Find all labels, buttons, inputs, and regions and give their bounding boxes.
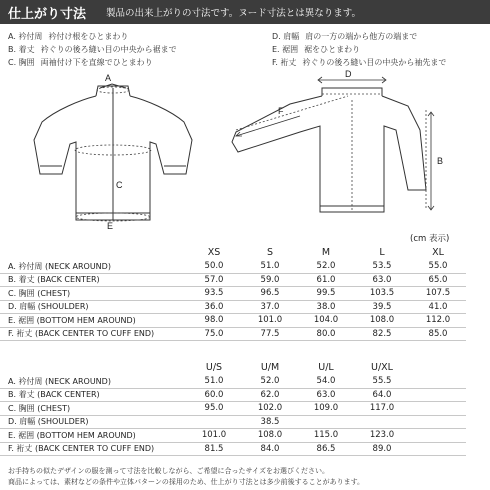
diagram-label-e: E [107,221,114,230]
size-header: U/M [260,362,280,374]
back-measure-lines [236,94,426,210]
size-header: L [379,247,385,259]
table-row: D. 肩幅 (SHOULDER) 38.5 [0,415,466,429]
size-header: M [321,247,331,259]
table-row: D. 肩幅 (SHOULDER) 36.0 37.0 38.0 39.5 41.0 [0,300,466,314]
definition-d: D. 肩幅 肩の一方の端から他方の端まで [272,32,418,41]
size-header-row [0,246,466,260]
definition-b: B. 着丈 衿ぐりの後ろ縫い目の中央から裾まで [8,45,177,54]
size-header: XS [207,247,221,259]
definitions-right [272,30,446,69]
header-bar [0,0,490,24]
table-row: E. 裾囲 (BOTTOM HEM AROUND) 98.0 101.0 104.0 108.0 112.0 [0,314,466,328]
definition-a: A. 衿付周 衿付け根をひとまわり [8,32,129,41]
size-header: XL [432,247,444,259]
front-garment-outline [34,84,192,220]
table-row: C. 胸囲 (CHEST) 95.0 102.0 109.0 117.0 [0,402,466,416]
size-header: U/S [205,362,223,374]
table-row: B. 着丈 (BACK CENTER) 60.0 62.0 63.0 64.0 [0,388,466,402]
size-table-2 [0,361,466,456]
table-row: A. 衿付周 (NECK AROUND) 50.0 51.0 52.0 53.5 55.0 [0,260,466,274]
size-header: U/XL [371,362,393,374]
diagram-label-d: D [345,70,352,79]
diagram-label-f: F [278,106,284,116]
size-header [410,361,466,375]
diagram-label-b: B [437,156,444,166]
size-table-1 [0,246,466,341]
definition-e: E. 裾囲 裾をひとまわり [272,45,361,54]
back-garment-outline [232,88,426,212]
unit-note: (cm 表示) [410,234,450,244]
page-title: 仕上がり寸法 [8,6,87,22]
table-row: E. 裾囲 (BOTTOM HEM AROUND) 101.0 108.0 115.0 123.0 [0,429,466,443]
footer-note: 商品によっては、素材などの条件や立体パターンの採用のため、仕上がり寸法とは多少前後することがあります。 [8,478,365,486]
diagram-label-a: A [105,73,112,83]
table-row: A. 衿付周 (NECK AROUND) 51.0 52.0 54.0 55.5 [0,375,466,389]
definition-f: F. 裄丈 衿ぐりの後ろ縫い目の中央から袖先まで [272,58,447,67]
definitions-left [8,30,177,69]
table-row: F. 裄丈 (BACK CENTER TO CUFF END) 81.5 84.0 86.5 89.0 [0,442,466,456]
page-subtitle: 製品の出来上がりの寸法です。ヌード寸法とは異なります。 [106,8,361,19]
garment-diagram [0,70,490,230]
size-header: U/L [318,362,334,374]
definition-c: C. 胸囲 両袖付け下を直線でひとまわり [8,58,153,67]
footer-note: お手持ちの似たデザインの服を測って寸法を比較しながら、ご希望に合ったサイズをお選びください。 [8,467,329,475]
table-row: C. 胸囲 (CHEST) 93.5 96.5 99.5 103.5 107.5 [0,287,466,301]
table-row: F. 裄丈 (BACK CENTER TO CUFF END) 75.0 77.5 80.0 82.5 85.0 [0,327,466,341]
size-header: S [266,247,274,259]
diagram-label-c: C [116,180,123,190]
footer-notes [8,466,364,488]
table-row: B. 着丈 (BACK CENTER) 57.0 59.0 61.0 63.0 65.0 [0,273,466,287]
size-header-row [0,361,466,375]
